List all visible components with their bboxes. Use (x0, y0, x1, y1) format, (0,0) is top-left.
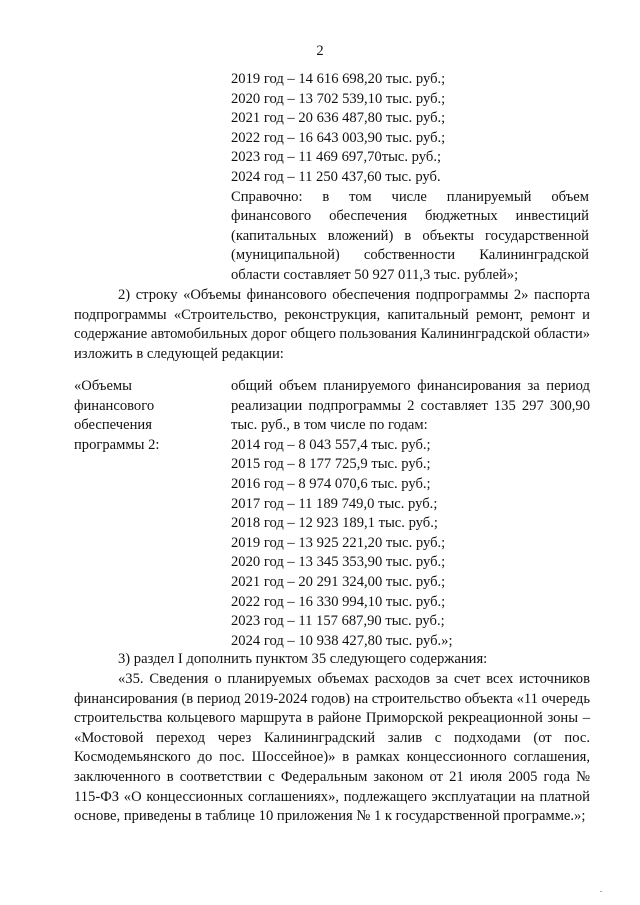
reference-note: Справочно: в том числе планируемый объем финансового обеспечения бюджетных инвестиций (капитальных вложений) в объекты государственной (муниципальной) собственности Калининградской области составляет 50 927 011,3 тыс. рублей»; (231, 188, 589, 283)
item-3-heading: 3) раздел I дополнить пунктом 35 следующего содержания: (118, 651, 488, 667)
financing-years-block (231, 70, 589, 286)
year-line: 2022 год – 16 643 003,90 тыс. руб.; (231, 129, 446, 146)
year-line: 2020 год – 13 702 539,10 тыс. руб.; (231, 90, 446, 107)
year-line: 2024 год – 11 250 437,60 тыс. руб. (231, 168, 441, 185)
year-line: 2024 год – 10 938 427,80 тыс. руб.»; (231, 632, 453, 649)
year-line: 2017 год – 11 189 749,0 тыс. руб.; (231, 495, 438, 512)
year-line: 2021 год – 20 636 487,80 тыс. руб.; (231, 110, 446, 127)
year-line: 2019 год – 14 616 698,20 тыс. руб.; (231, 71, 446, 87)
total-financing-text: общий объем планируемого финансирования за период реализации подпрограммы 2 составляет 135 297 300,90 тыс. руб., в том числе по годам: (231, 378, 590, 434)
table-label-line: финансового (74, 397, 155, 414)
year-line: 2023 год – 11 469 697,70тыс. руб.; (231, 149, 442, 166)
table-label-line: «Объемы (74, 378, 132, 394)
item-35-paragraph: «35. Сведения о планируемых объемах расходов за счет всех источников финансирования (в период 2019-2024 годов) на строительство объекта «11 очередь строительства кольцевого маршрута в районе Приморской рекреационной зоны – «Мостовой переход через Калининградский залив с подходами (от пос. Космодемьянского до пос. Шоссейное)» в рамках концессионного соглашения, заключенного в соответствии с Федеральным законом от 21 июля 2005 года № 115-ФЗ «О концессионных соглашениях», подлежащего эксплуатации на платной основе, приведены в таблице 10 приложения № 1 к государственной программе.»; (74, 671, 590, 825)
year-line: 2014 год – 8 043 557,4 тыс. руб.; (231, 436, 431, 453)
item-2-paragraph: 2) строку «Объемы финансового обеспечения подпрограммы 2» паспорта подпрограммы «Строительство, реконструкция, капитальный ремонт, ремонт и содержание автомобильных дорог общего пользования Калининградской области» изложить в следующей редакции: (74, 287, 590, 362)
table-label-column (74, 377, 214, 455)
year-line: 2022 год – 16 330 994,10 тыс. руб.; (231, 593, 446, 610)
year-line: 2015 год – 8 177 725,9 тыс. руб.; (231, 456, 431, 473)
year-line: 2021 год – 20 291 324,00 тыс. руб.; (231, 573, 446, 590)
table-label-line: обеспечения (74, 417, 152, 434)
year-line: 2023 год – 11 157 687,90 тыс. руб.; (231, 613, 445, 630)
page-number: 2 (316, 43, 324, 59)
year-line: 2020 год – 13 345 353,90 тыс. руб.; (231, 554, 446, 571)
year-line: 2018 год – 12 923 189,1 тыс. руб.; (231, 515, 438, 532)
table-value-column (231, 377, 590, 651)
year-line: 2016 год – 8 974 070,6 тыс. руб.; (231, 475, 431, 492)
year-line: 2019 год – 13 925 221,20 тыс. руб.; (231, 534, 446, 551)
footer-mark: . (600, 885, 602, 894)
table-label-line: программы 2: (74, 436, 160, 453)
